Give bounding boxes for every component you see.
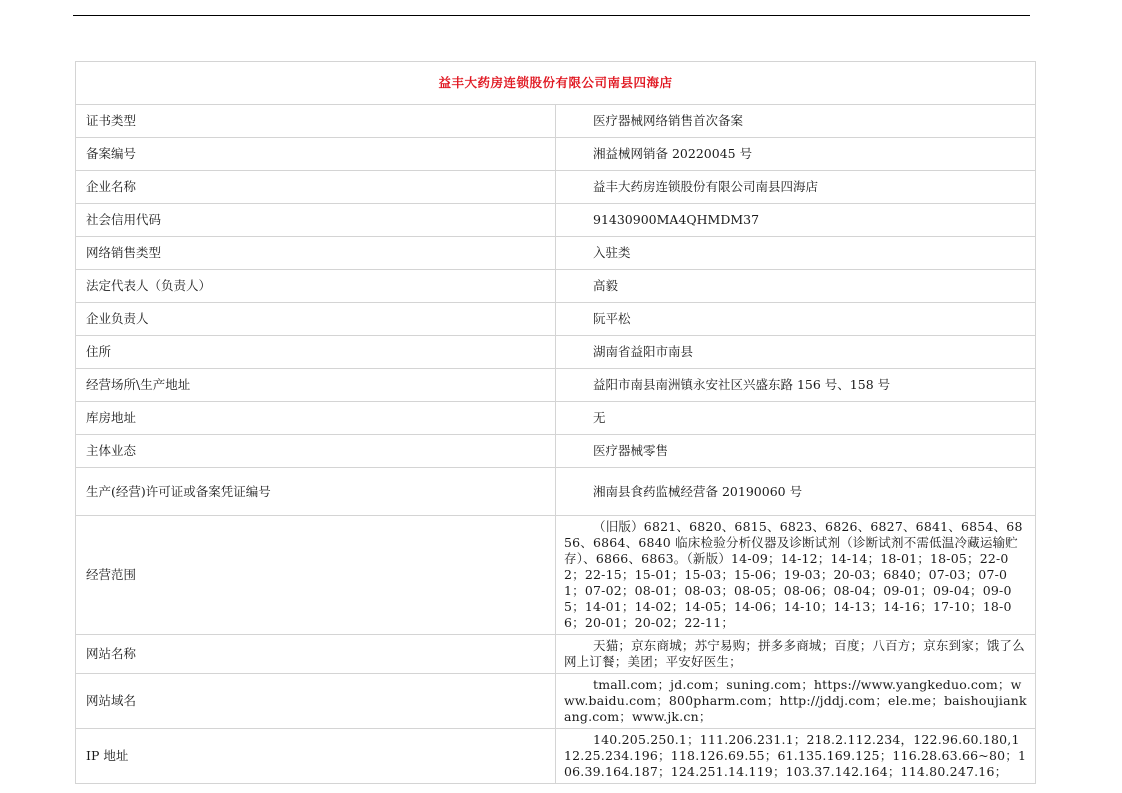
row-label: 经营范围 bbox=[76, 516, 556, 635]
table-row bbox=[76, 171, 1036, 204]
row-value: 湖南省益阳市南县 bbox=[556, 336, 1036, 369]
row-value: 湘益械网销备 20220045 号 bbox=[556, 138, 1036, 171]
row-value: 湘南县食药监械经营备 20190060 号 bbox=[556, 468, 1036, 516]
table-row bbox=[76, 468, 1036, 516]
table-row bbox=[76, 204, 1036, 237]
table-row bbox=[76, 303, 1036, 336]
ip-address-value: 140.205.250.1；111.206.231.1；218.2.112.234，122.96.60.180,112.25.234.196；118.126.69.55；61.135.169.125；116.28.63.66~80；106.39.164.187；124.251.14.119；103.37.142.164；114.80.247.16； bbox=[556, 729, 1036, 784]
business-scope-value: （旧版）6821、6820、6815、6823、6826、6827、6841、6854、6856、6864、6840 临床检验分析仪器及诊断试剂（诊断试剂不需低温冷藏运输贮存）、6866、6863。（新版）14-09；14-12；14-14；18-01；18-05；22-02；22-15；15-01；15-03；15-06；19-03；20-03；6840；07-03；07-01；07-02；08-01；08-03；08-05；08-06；08-04；09-01；09-04；09-05；14-01；14-02；14-05；14-06；14-10；14-13；14-16；17-10；18-06；20-01；20-02；22-11； bbox=[556, 516, 1036, 635]
row-label: 网站域名 bbox=[76, 674, 556, 729]
row-label: IP 地址 bbox=[76, 729, 556, 784]
row-label: 库房地址 bbox=[76, 402, 556, 435]
row-label: 网络销售类型 bbox=[76, 237, 556, 270]
top-rule bbox=[73, 15, 1030, 16]
row-label: 证书类型 bbox=[76, 105, 556, 138]
table-row bbox=[76, 270, 1036, 303]
row-label: 企业名称 bbox=[76, 171, 556, 204]
table-row bbox=[76, 336, 1036, 369]
table-row bbox=[76, 674, 1036, 729]
row-value: 入驻类 bbox=[556, 237, 1036, 270]
row-label: 企业负责人 bbox=[76, 303, 556, 336]
row-value: 益阳市南县南洲镇永安社区兴盛东路 156 号、158 号 bbox=[556, 369, 1036, 402]
table-row bbox=[76, 516, 1036, 635]
table-row bbox=[76, 105, 1036, 138]
row-value: 无 bbox=[556, 402, 1036, 435]
row-label: 主体业态 bbox=[76, 435, 556, 468]
table-row bbox=[76, 635, 1036, 674]
row-label: 法定代表人（负责人） bbox=[76, 270, 556, 303]
website-names-value: 天猫；京东商城；苏宁易购；拼多多商城；百度；八百方；京东到家；饿了么网上订餐；美团；平安好医生； bbox=[556, 635, 1036, 674]
row-label: 经营场所\生产地址 bbox=[76, 369, 556, 402]
row-value: 91430900MA4QHMDM37 bbox=[556, 204, 1036, 237]
row-label: 住所 bbox=[76, 336, 556, 369]
row-label: 社会信用代码 bbox=[76, 204, 556, 237]
row-value: 医疗器械网络销售首次备案 bbox=[556, 105, 1036, 138]
record-table bbox=[75, 61, 1036, 784]
company-title: 益丰大药房连锁股份有限公司南县四海店 bbox=[76, 62, 1036, 105]
row-value: 阮平松 bbox=[556, 303, 1036, 336]
table-row bbox=[76, 435, 1036, 468]
website-domains-value: tmall.com；jd.com；suning.com；https://www.yangkeduo.com；www.baidu.com；800pharm.com；http://jddj.com；ele.me；baishoujiankang.com；www.jk.cn； bbox=[556, 674, 1036, 729]
table-row bbox=[76, 729, 1036, 784]
row-label: 网站名称 bbox=[76, 635, 556, 674]
row-label: 备案编号 bbox=[76, 138, 556, 171]
table-row bbox=[76, 369, 1036, 402]
row-label: 生产(经营)许可证或备案凭证编号 bbox=[76, 468, 556, 516]
row-value: 医疗器械零售 bbox=[556, 435, 1036, 468]
row-value: 高毅 bbox=[556, 270, 1036, 303]
table-row bbox=[76, 138, 1036, 171]
table-row bbox=[76, 237, 1036, 270]
row-value: 益丰大药房连锁股份有限公司南县四海店 bbox=[556, 171, 1036, 204]
table-row bbox=[76, 402, 1036, 435]
title-row bbox=[76, 62, 1036, 105]
